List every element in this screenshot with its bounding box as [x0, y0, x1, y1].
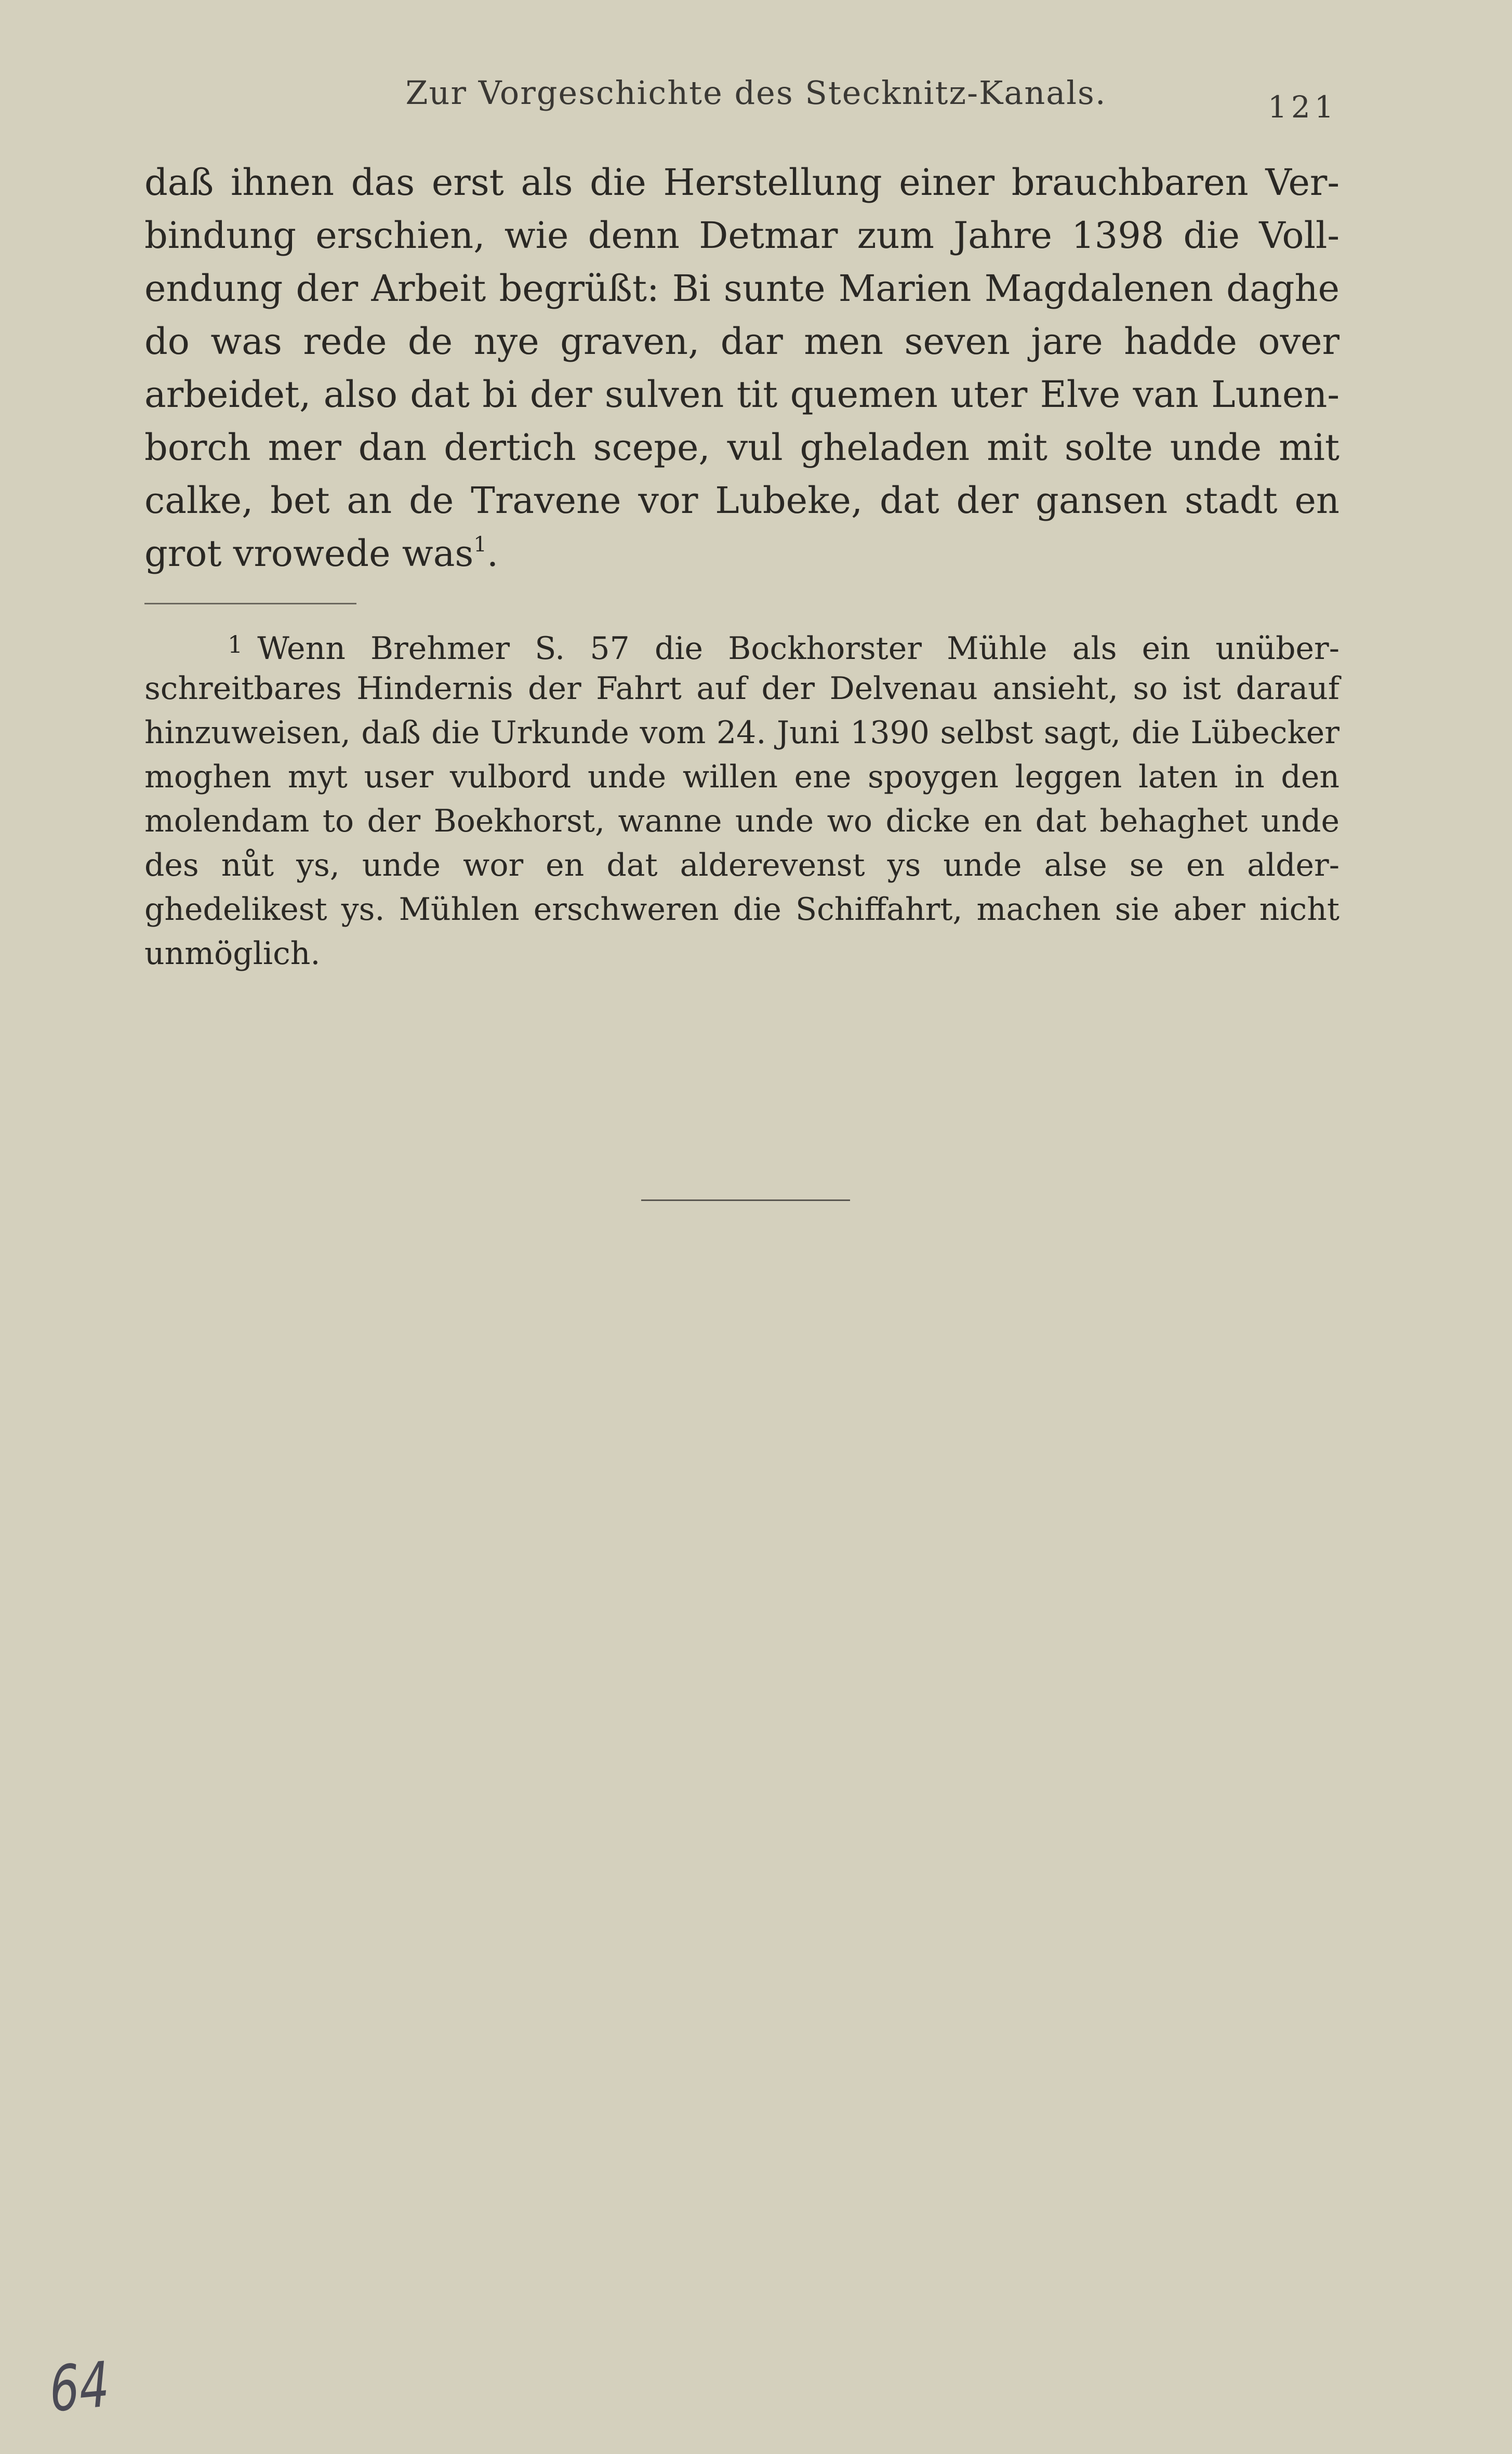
- page-number: 121: [1268, 89, 1338, 125]
- footnote-line: moghen myt user vulbord unde willen ene spoygen leggen laten in den: [144, 759, 1339, 795]
- footnote-line: molendam to der Boekhorst, wanne unde wo dicke en dat behaghet unde: [144, 803, 1339, 839]
- final-punctuation: .: [486, 532, 499, 575]
- running-header-title: Zur Vorgeschichte des Stecknitz-Kanals.: [405, 74, 1107, 112]
- footnote-line: des nůt ys, unde wor en dat alderevenst ys unde alse se en alder-: [144, 847, 1339, 883]
- body-line: arbeidet, also dat bi der sulven tit quemen uter Elve van Lunen-: [144, 373, 1339, 416]
- body-line: bindung erschien, wie denn Detmar zum Jahre 1398 die Voll-: [144, 214, 1339, 257]
- section-end-rule: [641, 1199, 850, 1201]
- body-line: borch mer dan dertich scepe, vul gheladen mit solte unde mit: [144, 426, 1339, 469]
- footnote-separator: [144, 603, 356, 604]
- body-line: do was rede de nye graven, dar men seven jare hadde over: [144, 320, 1339, 363]
- body-line: daß ihnen das erst als die Herstellung einer brauchbaren Ver-: [144, 161, 1339, 204]
- body-line: endung der Arbeit begrüßt: Bi sunte Marien Magdalenen daghe: [144, 267, 1339, 310]
- footnote-reference[interactable]: 1: [473, 533, 487, 557]
- body-line-text: grot vrowede was: [144, 532, 474, 575]
- body-line-last: [144, 527, 1339, 580]
- footnote-line: schreitbares Hindernis der Fahrt auf der Delvenau ansieht, so ist darauf: [144, 670, 1339, 707]
- footnote-mark: 1: [228, 630, 243, 658]
- footnote-line: [144, 623, 1339, 667]
- handwritten-page-mark: 64: [48, 2349, 111, 2426]
- footnote-line: hinzuweisen, daß die Urkunde vom 24. Juni 1390 selbst sagt, die Lübecker: [144, 715, 1339, 751]
- body-line: calke, bet an de Travene vor Lubeke, dat der gansen stadt en: [144, 479, 1339, 522]
- body-paragraph: [144, 156, 1339, 580]
- footnote-line-last: unmöglich.: [144, 935, 321, 972]
- footnote-line-text: Wenn Brehmer S. 57 die Bockhorster Mühle als ein unüber-: [257, 630, 1339, 667]
- footnote-line: ghedelikest ys. Mühlen erschweren die Schiffahrt, machen sie aber nicht: [144, 891, 1339, 928]
- footnote: [144, 623, 1339, 976]
